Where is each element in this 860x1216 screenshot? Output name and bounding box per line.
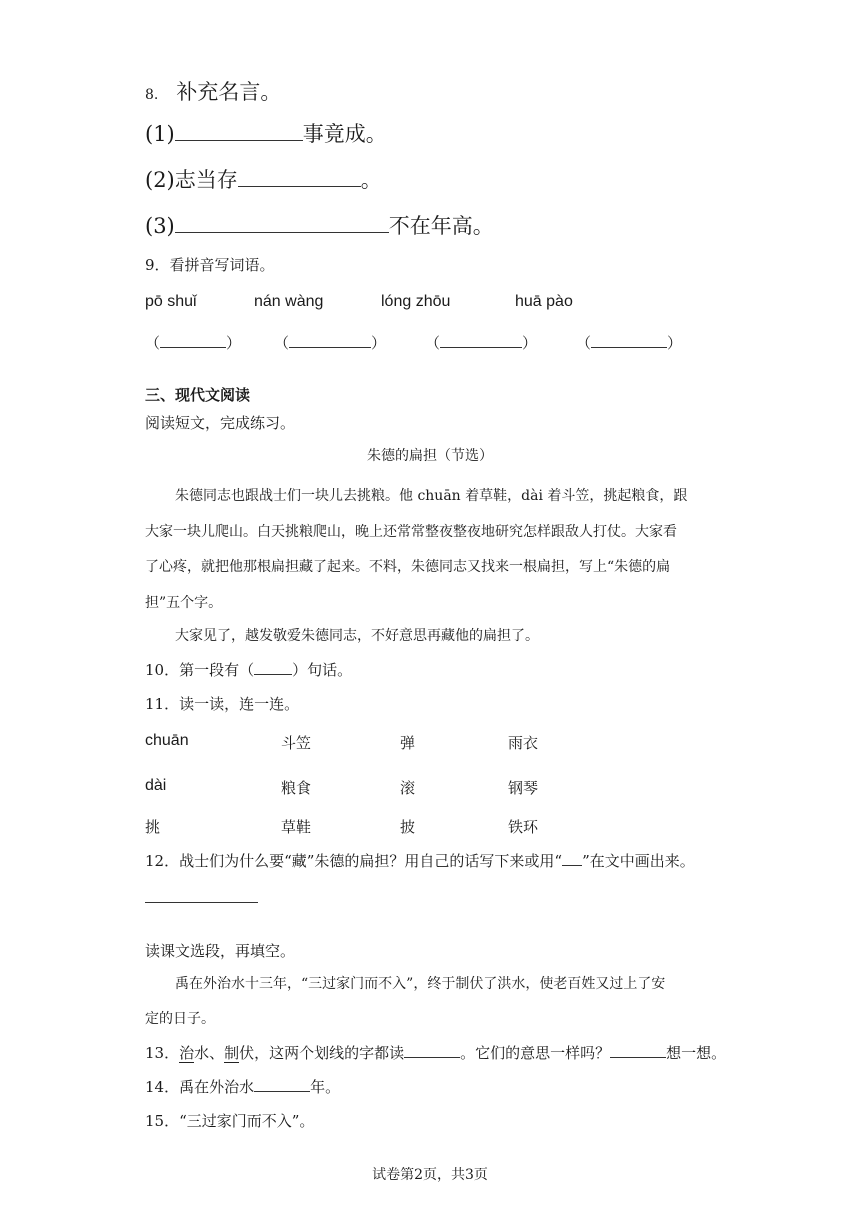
q14-before: 14．禹在外治水 <box>145 1078 255 1096</box>
q9-answer-4-close: ） <box>667 334 683 352</box>
q11-row3-col3[interactable]: 披 <box>400 818 416 836</box>
q13-number: 13． <box>145 1044 180 1062</box>
q11-row3-col1[interactable]: 挑 <box>145 818 161 836</box>
q13 <box>145 1042 726 1063</box>
q9-pinyin-3: lóng zhōu <box>381 293 451 310</box>
passage-p1-line3: 了心疼，就把他那根扁担藏了起来。不料，朱德同志又找来一根扁担，写上“朱德的扁 <box>145 559 671 575</box>
q11-row1-col3[interactable]: 弹 <box>400 734 416 752</box>
q8-item-2-suffix: 。 <box>360 168 382 192</box>
q9-answer-1 <box>145 332 241 353</box>
q8-item-3 <box>145 210 494 240</box>
q13-word-2-rest: 伏，这两个划线的字都读 <box>239 1044 405 1062</box>
q9-answer-4-blank[interactable] <box>591 346 667 348</box>
q12 <box>145 850 695 871</box>
q11-row3-col4[interactable]: 铁环 <box>508 818 539 836</box>
q14 <box>145 1076 340 1097</box>
q15: 15．“三过家门而不入”。 <box>145 1112 315 1130</box>
reading2-line1: 禹在外治水十三年，“三过家门而不入”，终于制伏了洪水，使老百姓又过上了安 <box>175 976 666 992</box>
q11-row1-col1[interactable]: chuān <box>145 732 189 749</box>
q10-before: 10．第一段有（ <box>145 661 255 679</box>
q9-pinyin-1: pō shuǐ <box>145 293 197 310</box>
q9-answer-4-open: （ <box>576 334 592 352</box>
passage-p1-line1: 朱德同志也跟战士们一块儿去挑粮。他 chuān 着草鞋，dài 着斗笠，挑起粮食，跟 <box>175 488 688 504</box>
q9-answer-1-close: ） <box>226 334 242 352</box>
q13-blank-1[interactable] <box>404 1056 460 1058</box>
q8-title <box>145 76 281 106</box>
q11-title: 11．读一读，连一连。 <box>145 695 300 713</box>
q11-row1-col2[interactable]: 斗笠 <box>281 734 312 752</box>
q10 <box>145 659 352 680</box>
q11-row3-col2[interactable]: 草鞋 <box>281 818 312 836</box>
q8-item-1-prefix: (1) <box>145 122 175 146</box>
q11-row2-col4[interactable]: 钢琴 <box>508 779 539 797</box>
q12-before: 12．战士们为什么要“藏”朱德的扁担？用自己的话写下来或用“ <box>145 852 563 870</box>
q11-row2-col1[interactable]: dài <box>145 777 167 794</box>
section-instruction: 阅读短文，完成练习。 <box>145 414 296 432</box>
q9-answer-3-blank[interactable] <box>440 346 522 348</box>
q14-blank[interactable] <box>254 1090 310 1092</box>
q8-item-3-blank[interactable] <box>175 231 389 233</box>
q8-item-3-prefix: (3) <box>145 214 175 238</box>
q8-item-3-suffix: 不在年高。 <box>388 214 494 238</box>
q11-row2-col3[interactable]: 滚 <box>400 779 416 797</box>
q8-item-1 <box>145 118 387 148</box>
q10-after: ）句话。 <box>292 661 353 679</box>
q8-item-1-suffix: 事竟成。 <box>302 122 387 146</box>
q9-pinyin-4: huā pào <box>515 293 573 310</box>
reading2-line2: 定的日子。 <box>145 1011 215 1027</box>
passage-p1-line2: 大家一块儿爬山。白天挑粮爬山，晚上还常常整夜整夜地研究怎样跟敌人打仗。大家看 <box>145 524 677 540</box>
q9-title: 9．看拼音写词语。 <box>145 256 275 274</box>
q9-answer-1-open: （ <box>145 334 161 352</box>
q13-underlined-char-2: 制 <box>224 1044 240 1062</box>
reading2-instruction: 读课文选段，再填空。 <box>145 942 296 960</box>
q9-answer-3-open: （ <box>425 334 441 352</box>
q8-item-2-blank[interactable] <box>238 185 361 187</box>
q9-answer-2-open: （ <box>274 334 290 352</box>
q10-blank[interactable] <box>254 673 292 675</box>
q8-title-text: 补充名言。 <box>176 80 282 104</box>
q8-item-2 <box>145 164 382 194</box>
section-heading: 三、现代文阅读 <box>145 386 251 404</box>
q13-underlined-char-1: 治 <box>179 1044 195 1062</box>
q13-end: 想一想。 <box>666 1044 727 1062</box>
q13-mid: 。它们的意思一样吗？ <box>460 1044 611 1062</box>
q9-pinyin-2: nán wàng <box>254 293 324 310</box>
q11-row1-col4[interactable]: 雨衣 <box>508 734 539 752</box>
q12-mark-line <box>562 864 582 866</box>
q9-answer-1-blank[interactable] <box>160 346 226 348</box>
passage-p1-line4: 担”五个字。 <box>145 595 223 611</box>
q8-number: 8. <box>145 87 159 103</box>
page-footer: 试卷第2页，共3页 <box>372 1167 488 1183</box>
q14-after: 年。 <box>310 1078 341 1096</box>
q12-answer-line[interactable] <box>145 902 258 903</box>
q11-row2-col2[interactable]: 粮食 <box>281 779 312 797</box>
q12-after: ”在文中画出来。 <box>582 852 695 870</box>
q9-answer-2-blank[interactable] <box>289 346 371 348</box>
q9-answer-2-close: ） <box>371 334 387 352</box>
q8-item-2-prefix: (2)志当存 <box>145 168 238 192</box>
q13-blank-2[interactable] <box>610 1056 666 1058</box>
q13-word-1-rest: 水、 <box>194 1044 225 1062</box>
q9-answer-4 <box>576 332 682 353</box>
passage-title: 朱德的扁担（节选） <box>367 448 493 464</box>
q9-answer-3 <box>425 332 537 353</box>
q8-item-1-blank[interactable] <box>175 139 303 141</box>
q9-answer-2 <box>274 332 386 353</box>
q9-answer-3-close: ） <box>522 334 538 352</box>
passage-p2: 大家见了，越发敬爱朱德同志，不好意思再藏他的扁担了。 <box>175 628 539 644</box>
